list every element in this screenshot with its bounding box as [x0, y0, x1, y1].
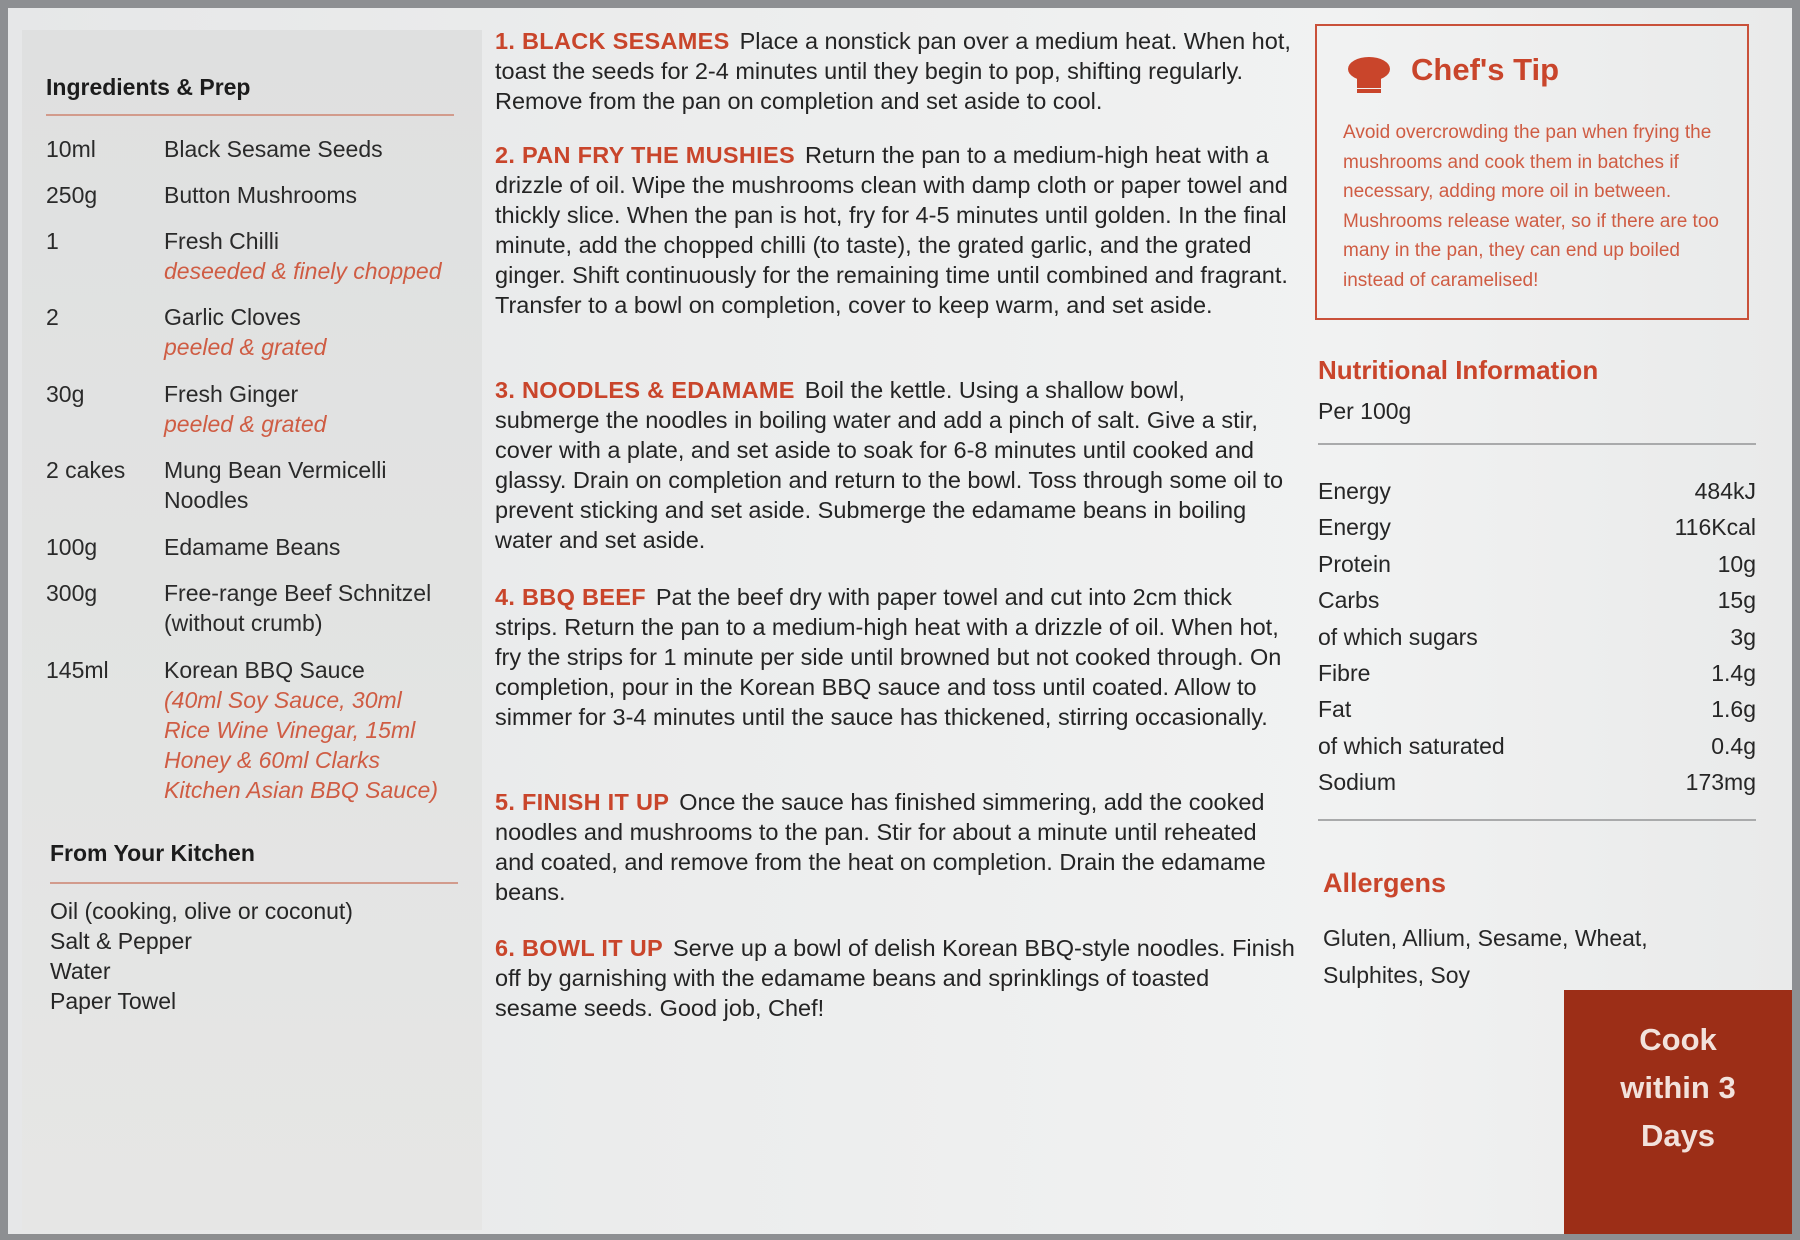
- divider: [46, 114, 454, 116]
- ingredient-name: Button Mushrooms: [164, 182, 358, 208]
- ingredient-qty: 10ml: [46, 136, 96, 162]
- ingredient-note: peeled & grated: [164, 334, 327, 360]
- tip-title: Chef's Tip: [1411, 52, 1560, 87]
- kitchen-heading: From Your Kitchen: [50, 840, 255, 866]
- ingredient-name: Garlic Cloves peeled & grated: [164, 302, 474, 362]
- step-title: 1. BLACK SESAMES: [495, 28, 730, 54]
- ingredient-name: Fresh Ginger peeled & grated: [164, 379, 474, 439]
- step-3: [495, 375, 1295, 555]
- step-1: [495, 26, 1295, 116]
- nutrition-row: Fat 1.6g: [1318, 696, 1756, 722]
- ingredient-name: Black Sesame Seeds: [164, 136, 383, 162]
- allergens-heading: Allergens: [1323, 868, 1447, 898]
- step-title: 5. FINISH IT UP: [495, 789, 670, 815]
- kitchen-list: [50, 896, 353, 1016]
- step-title: 4. BBQ BEEF: [495, 584, 646, 610]
- ingredient-qty: 100g: [46, 534, 98, 560]
- ingredient-name: Korean BBQ Sauce (40ml Soy Sauce, 30ml Rice Wine Vinegar, 15ml Honey & 60ml Clarks Kitchen Asian BBQ Sauce): [164, 655, 454, 805]
- nutrition-row: Protein 10g: [1318, 551, 1756, 577]
- step-title: 2. PAN FRY THE MUSHIES: [495, 142, 795, 168]
- ingredient-name: Mung Bean Vermicelli Noodles: [164, 457, 387, 513]
- nutrition-row: Energy 116Kcal: [1318, 514, 1756, 540]
- divider: [50, 882, 458, 884]
- divider: [1318, 443, 1756, 445]
- step-text: Place a nonstick pan over a medium heat. When hot, toast the seeds for 2-4 minutes until they begin to pop, shifting regularly. Remove from the pan on completion and set aside to cool.: [495, 28, 1291, 114]
- ingredient-qty: 250g: [46, 182, 98, 208]
- ingredient-name: Free-range Beef Schnitzel (without crumb): [164, 580, 432, 636]
- nutrition-row: Carbs 15g: [1318, 587, 1756, 613]
- nutrition-row: Fibre 1.4g: [1318, 660, 1756, 686]
- step-text: Boil the kettle. Using a shallow bowl, submerge the noodles in boiling water and add a pinch of salt. Give a stir, cover with a plate, and set aside to soak for 6-8 minutes until cooked and glassy. Drain on completion and return to the bowl. Toss through some oil to prevent sticking and set aside. Submerge the edamame beans in boiling water and set aside.: [495, 377, 1284, 553]
- nutrition-row: of which sugars 3g: [1318, 624, 1756, 650]
- ingredient-qty: 2 cakes: [46, 457, 126, 483]
- step-title: 3. NOODLES & EDAMAME: [495, 377, 795, 403]
- kitchen-item: Salt & Pepper: [50, 928, 192, 954]
- ingredient-qty: 1: [46, 228, 59, 254]
- ingredient-note: (40ml Soy Sauce, 30ml Rice Wine Vinegar, 15ml Honey & 60ml Clarks Kitchen Asian BBQ Sauce): [164, 687, 439, 803]
- recipe-card: [8, 8, 1792, 1234]
- ingredients-panel: [22, 30, 482, 1230]
- step-text: Return the pan to a medium-high heat with a drizzle of oil. Wipe the mushrooms clean with damp cloth or paper towel and thickly slice. When the pan is hot, fry for 4-5 minutes until golden. In the final minute, add the chopped chilli (to taste), the grated garlic, and the grated ginger. Shift continuously for the remaining time until combined and fragrant. Transfer to a bowl on completion, cover to keep warm, and set aside.: [495, 142, 1288, 318]
- ingredient-qty: 145ml: [46, 657, 109, 683]
- allergens-text: Gluten, Allium, Sesame, Wheat, Sulphites, Soy: [1323, 925, 1648, 988]
- ingredient-name: Fresh Chilli deseeded & finely chopped: [164, 226, 474, 286]
- step-4: [495, 582, 1295, 732]
- nutrition-subheading: Per 100g: [1318, 398, 1412, 424]
- nutrition-row: of which saturated 0.4g: [1318, 733, 1756, 759]
- step-title: 6. BOWL IT UP: [495, 935, 663, 961]
- ingredient-name: Edamame Beans: [164, 534, 341, 560]
- ingredient-qty: 30g: [46, 381, 85, 407]
- nutrition-row: Energy 484kJ: [1318, 478, 1756, 504]
- step-5: [495, 787, 1295, 907]
- chefs-tip-box: [1315, 24, 1749, 320]
- kitchen-item: Paper Towel: [50, 988, 177, 1014]
- step-text: Pat the beef dry with paper towel and cut into 2cm thick strips. Return the pan to a medium-high heat with a drizzle of oil. When hot, fry the strips for 1 minute per side until browned but not cooked through. On completion, pour in the Korean BBQ sauce and toss until coated. Allow to simmer for 3-4 minutes until the sauce has thickened, stirring occasionally.: [495, 584, 1282, 730]
- step-text: Once the sauce has finished simmering, add the cooked noodles and mushrooms to the pan. Stir for about a minute until reheated and coated, and remove from the heat on completion. Drain the edamame beans.: [495, 789, 1266, 905]
- chef-hat-icon: [1345, 54, 1393, 94]
- ingredient-note: peeled & grated: [164, 411, 327, 437]
- nutrition-heading: Nutritional Information: [1318, 355, 1599, 385]
- cook-within-badge: Cook within 3 Days: [1564, 990, 1792, 1234]
- ingredient-note: deseeded & finely chopped: [164, 258, 442, 284]
- kitchen-item: Water: [50, 958, 111, 984]
- step-6: [495, 933, 1295, 1023]
- step-text: Serve up a bowl of delish Korean BBQ-style noodles. Finish off by garnishing with the edamame beans and sprinklings of toasted sesame seeds. Good job, Chef!: [495, 935, 1295, 1021]
- ingredient-qty: 2: [46, 304, 59, 330]
- divider: [1318, 819, 1756, 821]
- tip-text: Avoid overcrowding the pan when frying the mushrooms and cook them in batches if necessary, adding more oil in between. Mushrooms release water, so if there are too many in the pan, they can end up boiled instead of caramelised!: [1343, 122, 1719, 291]
- nutrition-row: Sodium 173mg: [1318, 769, 1756, 795]
- ingredients-heading: Ingredients & Prep: [46, 74, 251, 100]
- kitchen-item: Oil (cooking, olive or coconut): [50, 898, 353, 924]
- ingredient-qty: 300g: [46, 580, 98, 606]
- step-2: [495, 140, 1295, 320]
